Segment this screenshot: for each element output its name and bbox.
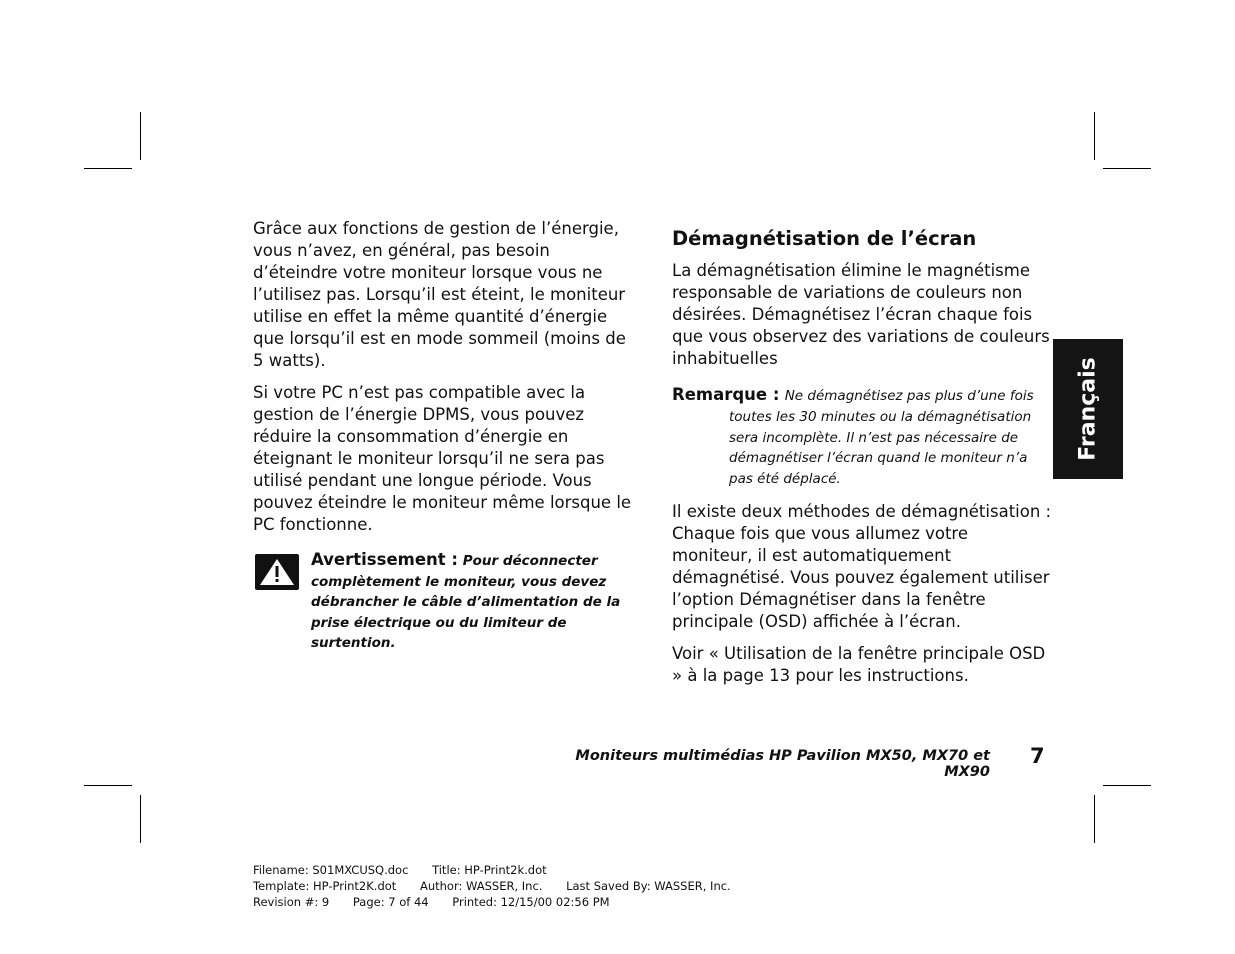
crop-mark (84, 785, 132, 786)
file-info-title: Title: HP-Print2k.dot (432, 863, 547, 877)
language-tab (1053, 339, 1123, 479)
file-info-page: Page: 7 of 44 (352, 895, 429, 909)
file-info-printed: Printed: 12/15/00 02:56 PM (452, 895, 610, 909)
file-info-template: Template: HP-Print2K.dot (253, 879, 397, 893)
note-callout (672, 384, 1052, 489)
body-paragraph: La démagnétisation élimine le magnétisme responsable de variations de couleurs non désirées. Démagnétisez l’écran chaque fois que vous observez des variations de couleurs inhabituelles (672, 261, 1050, 368)
warning-triangle-icon (255, 554, 299, 590)
body-paragraph: Il existe deux méthodes de démagnétisation : Chaque fois que vous allumez votre moniteur, il est automatiquement démagnétisé. Vous pouvez également utiliser l’option Démagnétiser dans la fenêtre principale (OSD) affichée à l’écran. (672, 502, 1052, 631)
left-column (253, 218, 633, 654)
language-tab-label: Français (1075, 357, 1101, 461)
crop-mark (140, 112, 141, 160)
body-paragraph: Voir « Utilisation de la fenêtre principale OSD » à la page 13 pour les instructions. (672, 644, 1046, 685)
file-info-filename: Filename: S01MXCUSQ.doc (253, 863, 409, 877)
crop-mark (84, 168, 132, 169)
file-info-author: Author: WASSER, Inc. (419, 879, 543, 893)
crop-mark (1103, 785, 1151, 786)
crop-mark (1094, 112, 1095, 160)
file-info-revision: Revision #: 9 (253, 895, 330, 909)
section-heading: Démagnétisation de l’écran (672, 227, 977, 250)
body-paragraph: Grâce aux fonctions de gestion de l’énergie, vous n’avez, en général, pas besoin d’éteindre votre moniteur lorsque vous ne l’utilisez pas. Lorsqu’il est éteint, le moniteur utilise en effet la même quantité d’énergie que lorsqu’il est en mode sommeil (moins de 5 watts). (253, 219, 626, 370)
warning-body: Pour déconnecter complètement le moniteur, vous devez débrancher le câble d’alimentation de la prise électrique ou du limiteur de surtention. (311, 553, 621, 651)
file-info-last-saved: Last Saved By: WASSER, Inc. (566, 879, 731, 893)
note-continuation: toutes les 30 minutes ou la démagnétisation sera incomplète. Il n’est pas nécessaire de démagnétiser l’écran quand le moniteur n’a pas été déplacé. (729, 409, 1032, 487)
crop-mark (1103, 168, 1151, 169)
right-column (672, 226, 1052, 697)
warning-label: Avertissement : (311, 550, 459, 569)
note-label: Remarque : (672, 385, 780, 404)
crop-mark (1094, 795, 1095, 843)
file-info-line (253, 878, 953, 894)
crop-mark (140, 795, 141, 843)
note-first-line: Ne démagnétisez pas plus d’une fois (784, 388, 1034, 404)
file-info-line (253, 862, 953, 878)
page-number: 7 (1030, 744, 1045, 768)
warning-callout (253, 550, 633, 654)
body-paragraph: Si votre PC n’est pas compatible avec la gestion de l’énergie DPMS, vous pouvez réduire la consommation d’énergie en éteignant le moniteur lorsqu’il ne sera pas utilisé pendant une longue période. Vous pouvez éteindre le moniteur même lorsque le PC fonctionne. (253, 383, 632, 534)
file-info-line (253, 894, 953, 910)
running-footer: Moniteurs multimédias HP Pavilion MX50, MX70 et MX90 (575, 748, 990, 780)
warning-text (311, 550, 633, 654)
